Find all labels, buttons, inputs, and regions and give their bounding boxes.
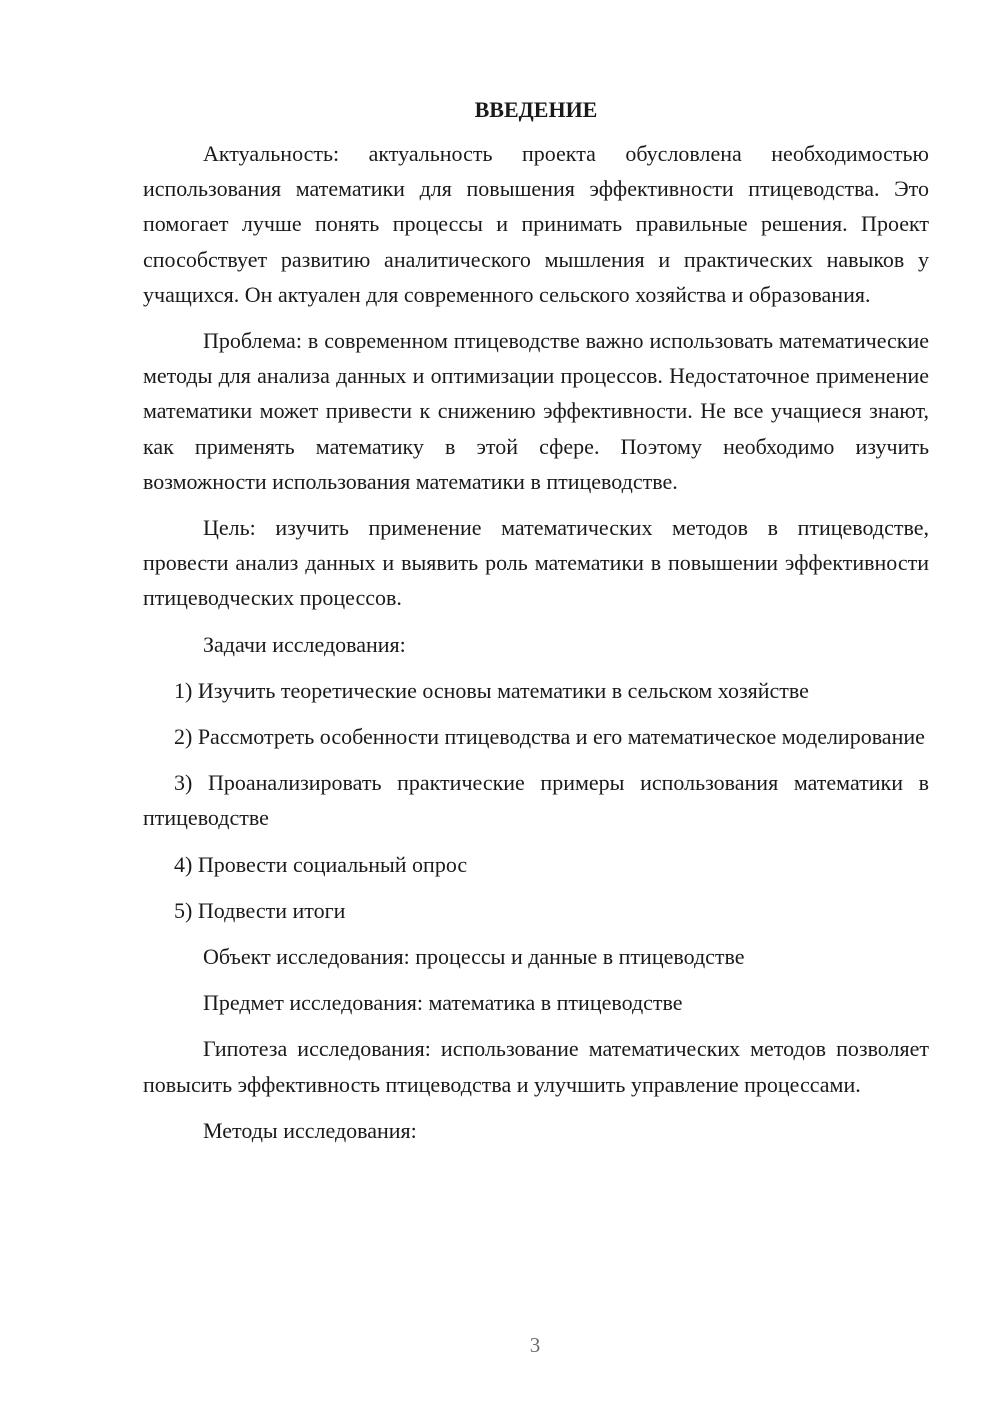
task-item-4: 4) Провести социальный опрос bbox=[174, 851, 468, 877]
document-body bbox=[143, 92, 929, 1159]
section-title: ВВЕДЕНИЕ bbox=[474, 97, 598, 122]
object-paragraph: Объект исследования: процессы и данные в птицеводстве bbox=[203, 944, 745, 970]
hypothesis-paragraph: Гипотеза исследования: использование математических методов позволяет повысить эффективность птицеводства и улучшить управление процессами. bbox=[143, 1036, 929, 1097]
relevance-paragraph: Актуальность: актуальность проекта обусловлена необходимостью использования математики для повышения эффективности птицеводства. Это помогает лучше понять процессы и принимать правильные решения. Проект способствует развитию аналитического мышления и практических навыков у учащихся. Он актуален для современного сельского хозяйства и образования. bbox=[143, 141, 929, 307]
task-item-2: 2) Рассмотреть особенности птицеводства и его математическое моделирование bbox=[174, 724, 925, 750]
task-item-1: 1) Изучить теоретические основы математики в сельском хозяйстве bbox=[174, 677, 809, 703]
task-item-5: 5) Подвести итоги bbox=[174, 897, 346, 923]
tasks-heading: Задачи исследования: bbox=[203, 631, 406, 657]
methods-heading: Методы исследования: bbox=[203, 1117, 417, 1143]
goal-paragraph: Цель: изучить применение математических методов в птицеводстве, провести анализ данных и выявить роль математики в повышении эффективности птицеводческих процессов. bbox=[143, 515, 929, 611]
subject-paragraph: Предмет исследования: математика в птицеводстве bbox=[203, 990, 683, 1016]
problem-paragraph: Проблема: в современном птицеводстве важно использовать математические методы для анализа данных и оптимизации процессов. Недостаточное применение математики может привести к снижению эффективности. Не все учащиеся знают, как применять математику в этой сфере. Поэтому необходимо изучить возможности использования математики в птицеводстве. bbox=[143, 328, 929, 494]
page-number: 3 bbox=[529, 1333, 541, 1357]
task-item-3: 3) Проанализировать практические примеры использования математики в птицеводстве bbox=[143, 770, 929, 831]
